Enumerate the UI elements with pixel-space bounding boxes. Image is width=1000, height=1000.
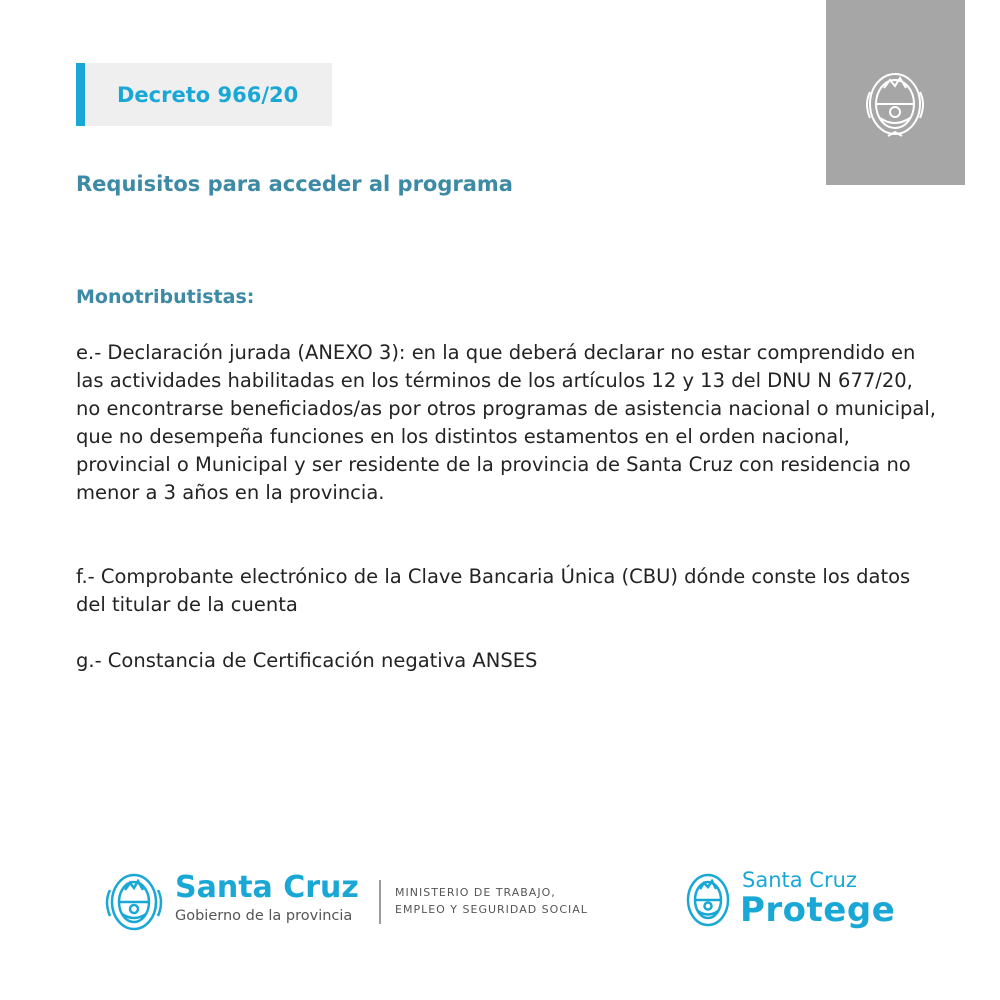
requirement-item: g.- Constancia de Certificación negativa ANSES	[76, 649, 538, 672]
decree-tag	[76, 63, 332, 126]
campaign-name: Protege	[740, 890, 896, 930]
provincial-seal-icon	[105, 866, 163, 936]
ministry-line: EMPLEO Y SEGURIDAD SOCIAL	[395, 903, 588, 916]
footer-divider	[379, 880, 381, 924]
brand-subtitle: Gobierno de la provincia	[175, 908, 353, 924]
page-title: Requisitos para acceder al programa	[76, 172, 513, 196]
provincial-seal-icon	[682, 868, 734, 932]
ministry-name	[395, 884, 588, 918]
government-logo	[105, 866, 635, 936]
tag-accent-bar	[76, 63, 85, 126]
corner-seal-box	[826, 0, 965, 185]
provincial-seal-icon	[860, 62, 930, 142]
section-heading: Monotributistas:	[76, 286, 255, 308]
decree-label: Decreto 966/20	[117, 82, 299, 107]
brand-name: Santa Cruz	[175, 870, 359, 905]
campaign-region: Santa Cruz	[742, 868, 857, 892]
ministry-line: MINISTERIO DE TRABAJO,	[395, 886, 556, 899]
requirement-item: e.- Declaración jurada (ANEXO 3): en la que deberá declarar no estar comprendido en las actividades habilitadas en los términos de los artículos 12 y 13 del DNU N 677/20, no encontrarse beneficiados/as por otros programas de asistencia nacional o municipal, que no desempeña funciones en los distintos estamentos en el orden nacional, provincial o Municipal y ser residente de la provincia de Santa Cruz con residencia no menor a 3 años en la provincia.	[76, 341, 936, 504]
campaign-logo	[682, 866, 902, 936]
requirement-item: f.- Comprobante electrónico de la Clave Bancaria Única (CBU) dónde conste los datos del titular de la cuenta	[76, 565, 911, 616]
